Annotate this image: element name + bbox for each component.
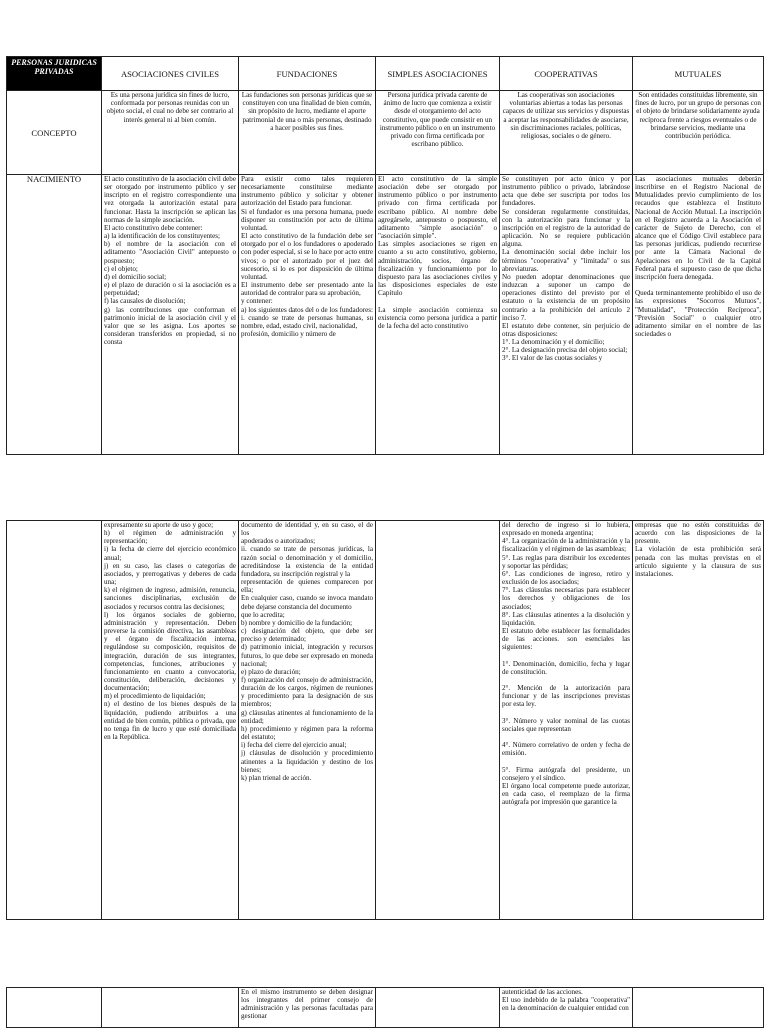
comparison-table-page-3 [6, 987, 764, 1028]
nacimiento-simples: El acto constitutivo de la simple asociación debe ser otorgado por instrumento público o por instrumento privado con firma certificada por escribano público. Al nombre debe agregársele, antepuesto o pospuesto, el aditamento "simple asociación" o "asociación simple". Las simples asociaciones se rigen en cuanto a su acto constitutivo, gobierno, administración, socios, órgano de fiscalización y funcionamiento por lo dispuesto para las asociaciones civiles y las disposiciones especiales de este Capítulo La simple asociación comienza su existencia como persona jurídica a partir de la fecha del acto constitutivo [376, 175, 500, 455]
concepto-mutuales: Son entidades constituidas libremente, sin fines de lucro, por un grupo de personas con el objeto de brindarse solidariamente ayuda recíproca frente a riesgos eventuales o de brindarse servicios, mediante una contribución periódica. [633, 91, 764, 175]
cont1-label-cell [7, 521, 102, 920]
cont1-simples [376, 521, 500, 920]
concepto-cooperativas: Las cooperativas son asociaciones voluntarias abiertas a todas las personas capaces de utilizar sus servicios y dispuestas a aceptar las responsabilidades de asociarse, sin discriminaciones raciales, políticas, religiosas, sociales o de género. [500, 91, 633, 175]
row-label-nacimiento: NACIMIENTO [7, 175, 102, 455]
header-simples-asociaciones: SIMPLES ASOCIACIONES [376, 57, 500, 91]
header-fundaciones: FUNDACIONES [239, 57, 376, 91]
cont2-simples [376, 988, 500, 1028]
cont1-mutuales: empresas que no estén constituidas de acuerdo con las disposiciones de la presente. La violación de esta prohibición será penada con las multas previstas en el artículo siguiente y la clausura de sus instalaciones. [633, 521, 764, 920]
nacimiento-cooperativas: Se constituyen por acto único y por instrumento público o privado, labrándose acta que debe ser suscripta por todos los fundadores. Se consideran regularmente constituidas, con la autorización para funcionar y la inscripción en el registro de la autoridad de aplicación. No se requiere publicación alguna. La denominación social debe incluir los términos "cooperativa" y "limitada" o sus abreviaturas. No pueden adoptar denominaciones que induzcan a suponer un campo de operaciones distinto del previsto por el estatuto o la existencia de un propósito contrario a la prohibición del artículo 2 inciso 7. El estatuto debe contener, sin perjuicio de otras disposiciones: 1°. La denominación y el domicilio; 2°. La designación precisa del objeto social; 3°. El valor de las cuotas sociales y [500, 175, 633, 455]
header-mutuales: MUTUALES [633, 57, 764, 91]
header-asociaciones-civiles: ASOCIACIONES CIVILES [102, 57, 239, 91]
header-personas-juridicas: PERSONAS JURIDICAS PRIVADAS [7, 57, 102, 91]
concepto-simples: Persona jurídica privada carente de ánimo de lucro que comienza a existir desde el otorgamiento del acto constitutivo, que puede consistir en un instrumento público o en un instrumento privado con firma certificada por escribano público. [376, 91, 500, 175]
concepto-fundaciones: Las fundaciones son personas jurídicas que se constituyen con una finalidad de bien común, sin propósito de lucro, mediante el aporte patrimonial de una o más personas, destinado a hacer posibles sus fines. [239, 91, 376, 175]
concepto-asociaciones: Es una persona jurídica sin fines de lucro, conformada por personas reunidas con un objeto social, el cual no debe ser contrario al interés general ni al bien común. [102, 91, 239, 175]
header-cooperativas: COOPERATIVAS [500, 57, 633, 91]
comparison-table-page-1 [6, 56, 764, 455]
cont1-fundaciones: documento de identidad y, en su caso, el de los apoderados o autorizados; ii. cuando se trate de personas jurídicas, la razón social o denominación y el domicilio, acreditándose la existencia de la entidad fundadora, su inscripción registral y la representación de quienes comparecen por ella; En cualquier caso, cuando se invoca mandato debe dejarse constancia del documento que lo acredita; b) nombre y domicilio de la fundación; c) designación del objeto, que debe ser preciso y determinado; d) patrimonio inicial, integración y recursos futuros, lo que debe ser expresado en moneda nacional; e) plazo de duración; f) organización del consejo de administración, duración de los cargos, régimen de reuniones y procedimiento para la designación de sus miembros; g) cláusulas atinentes al funcionamiento de la entidad; h) procedimiento y régimen para la reforma del estatuto; i) fecha del cierre del ejercicio anual; j) cláusulas de disolución y procedimiento atinentes a la liquidación y destino de los bienes; k) plan trienal de acción. [239, 521, 376, 920]
nacimiento-fundaciones: Para existir como tales requieren necesariamente constituirse mediante instrumento público y solicitar y obtener autorización del Estado para funcionar. Si el fundador es una persona humana, puede disponer su constitución por acto de última voluntad. El acto constitutivo de la fundación debe ser otorgado por el o los fundadores o apoderado con poder especial, si se lo hace por acto entre vivos; o por el autorizado por el juez del sucesorio, si lo es por disposición de última voluntad. El instrumento debe ser presentado ante la autoridad de contralor para su aprobación, y contener: a) los siguientes datos del o de los fundadores: i. cuando se trate de personas humanas, su nombre, edad, estado civil, nacionalidad, profesión, domicilio y número de [239, 175, 376, 455]
comparison-table-page-2 [6, 520, 764, 920]
cont2-fundaciones: En el mismo instrumento se deben designar los integrantes del primer consejo de administración y las personas facultadas para gestionar [239, 988, 376, 1028]
nacimiento-asociaciones: El acto constitutivo de la asociación civil debe ser otorgado por instrumento público y ser inscripto en el registro correspondiente una vez otorgada la autorización estatal para funcionar. Hasta la inscripción se aplican las normas de la simple asociación. El acto constitutivo debe contener: a) la identificación de los constituyentes; b) el nombre de la asociación con el aditamento "Asociación Civil" antepuesto o pospuesto; c) el objeto; d) el domicilio social; e) el plazo de duración o si la asociación es a perpetuidad; f) las causales de disolución; g) las contribuciones que conforman el patrimonio inicial de la asociación civil y el valor que se les asigna. Los aportes se consideran transferidos en propiedad, si no consta [102, 175, 239, 455]
nacimiento-mutuales: Las asociaciones mutuales deberán inscribirse en el Registro Nacional de Mutualidades previo cumplimiento de los recaudos que establezca el Instituto Nacional de Acción Mutual. La inscripción en el Registro acuerda a la Asociación el carácter de Sujeto de Derecho, con el alcance que el Código Civil establece para las personas jurídicas, pudiendo recurrirse por ante la Cámara Nacional de Apelaciones en lo Civil de la Capital Federal para el supuesto caso de que dicha inscripción fuera denegada. Queda terminantemente prohibido el uso de las expresiones "Socorros Mutuos", "Mutualidad", "Protección Recíproca", "Previsión Social" o cualquier otro aditamento similar en el nombre de las sociedades o [633, 175, 764, 455]
row-label-concepto: CONCEPTO [7, 91, 102, 175]
cont2-asociaciones [102, 988, 239, 1028]
cont1-cooperativas: del derecho de ingreso si lo hubiera, expresado en moneda argentina; 4°. La organización de la administración y la fiscalización y el régimen de las asambleas; 5°. Las reglas para distribuir los excedentes y soportar las pérdidas; 6°. Las condiciones de ingreso, retiro y exclusión de los asociados; 7°. Las cláusulas necesarias para establecer los derechos y obligaciones de los asociados; 8°. Las cláusulas atinentes a la disolución y liquidación. El estatuto debe establecer las formalidades de las acciones. son esenciales las siguientes: 1°. Denominación, domicilio, fecha y lugar de constitución. 2°. Mención de la autorización para funcionar y de las inscripciones previstas por esta ley. 3°. Número y valor nominal de las cuotas sociales que representan 4°. Número correlativo de orden y fecha de emisión. 5°. Firma autógrafa del presidente, un consejero y el síndico. El órgano local competente puede autorizar, en cada caso, el reemplazo de la firma autógrafa por impresión que garantice la [500, 521, 633, 920]
cont2-label-cell [7, 988, 102, 1028]
cont2-cooperativas: autenticidad de las acciones. El uso indebido de la palabra "cooperativa" en la denominación de cualquier entidad con [500, 988, 633, 1028]
cont2-mutuales [633, 988, 764, 1028]
cont1-asociaciones: expresamente su aporte de uso y goce; h) el régimen de administración y representación; i) la fecha de cierre del ejercicio económico anual; j) en su caso, las clases o categorías de asociados, y prerrogativas y deberes de cada una; k) el régimen de ingreso, admisión, renuncia, sanciones disciplinarias, exclusión de asociados y recursos contra las decisiones; l) los órganos sociales de gobierno, administración y representación. Deben preverse la comisión directiva, las asambleas y el órgano de fiscalización interna, regulándose su composición, requisitos de integración, duración de sus integrantes, competencias, funciones, atribuciones y funcionamiento en cuanto a convocatoria, constitución, deliberación, decisiones y documentación; m) el procedimiento de liquidación; n) el destino de los bienes después de la liquidación, pudiendo atribuirlos a una entidad de bien común, pública o privada, que no tenga fin de lucro y que esté domiciliada en la República. [102, 521, 239, 920]
